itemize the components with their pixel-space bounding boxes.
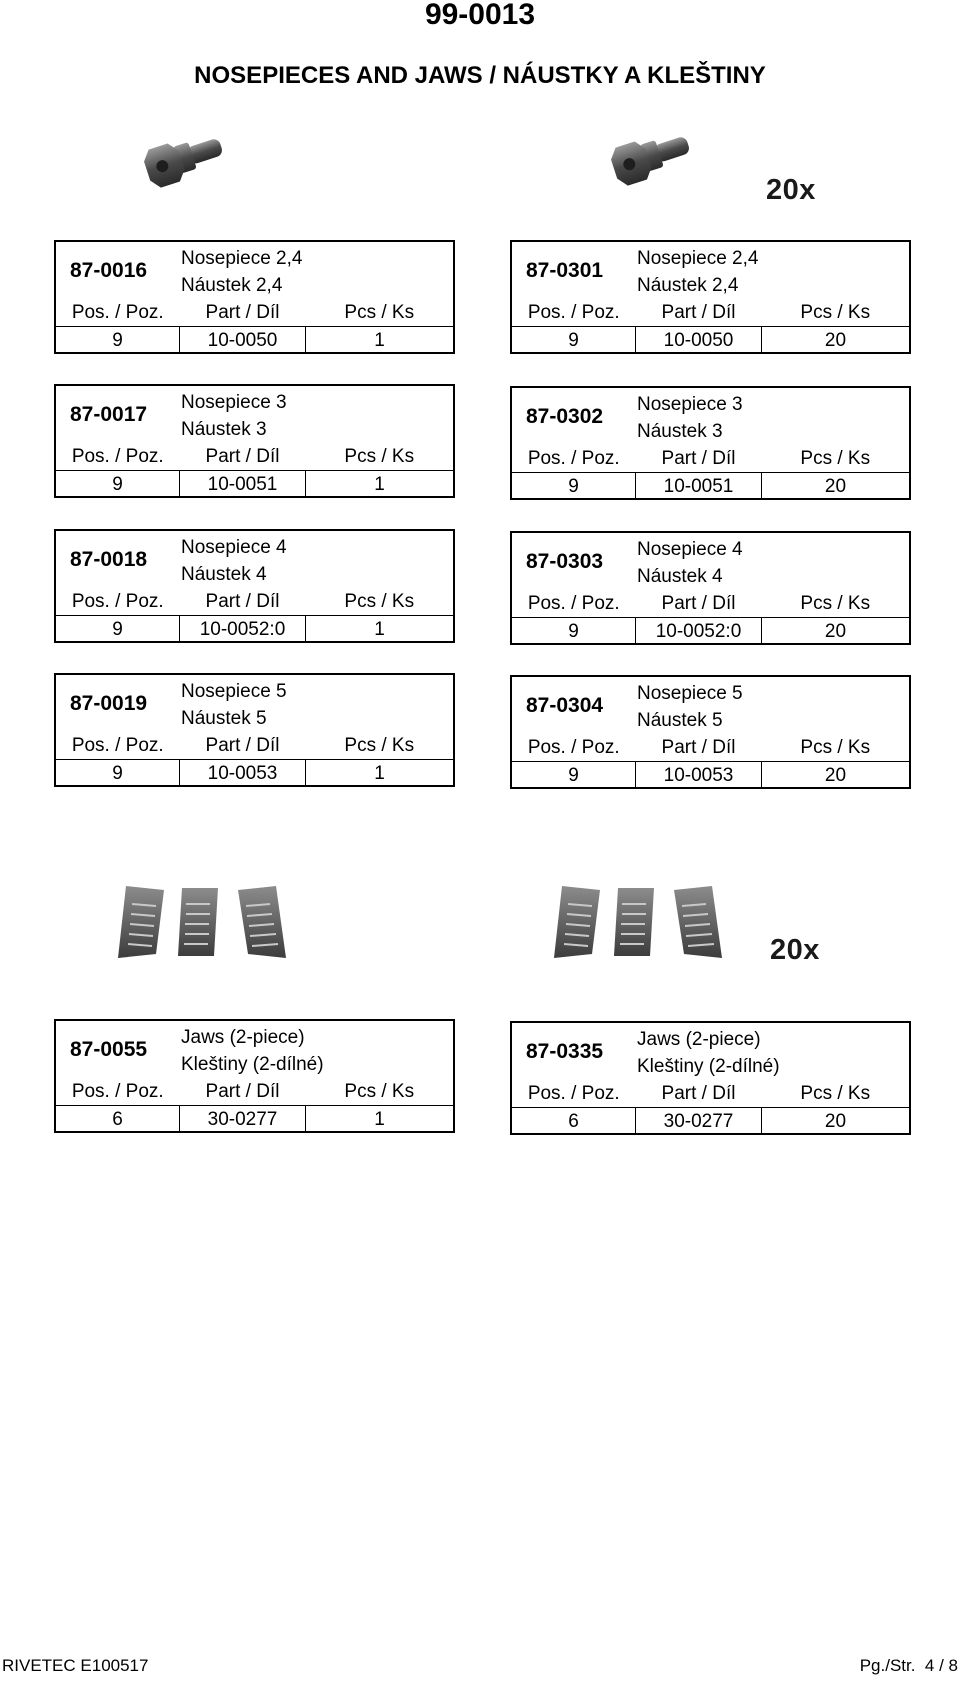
part-code: 87-0019 [70,692,148,715]
header-pcs: Pcs / Ks [344,446,415,467]
part-box-87-0302 [510,386,911,500]
header-pos: Pos. / Poz. [527,302,620,323]
value-pcs: 20 [762,327,910,355]
value-part: 10-0050 [180,327,306,355]
part-table [56,443,453,498]
part-description: Nosepiece 4 Náustek 4 [637,539,743,587]
part-code: 87-0018 [70,548,148,571]
value-part: 10-0051 [636,473,762,501]
value-pos: 9 [56,760,180,788]
part-code: 87-0017 [70,403,148,426]
header-pcs: Pcs / Ks [344,735,415,756]
part-table [56,732,453,787]
jaws-image-pack [548,882,738,962]
value-part: 10-0053 [180,760,306,788]
document-number: 99-0013 [424,0,536,31]
part-code: 87-0055 [70,1038,148,1061]
header-part: Part / Díl [661,1083,736,1104]
part-description: Nosepiece 4 Náustek 4 [181,537,287,585]
header-pos: Pos. / Poz. [71,446,164,467]
value-pcs: 1 [306,327,454,355]
header-pcs: Pcs / Ks [800,302,871,323]
header-pos: Pos. / Poz. [71,735,164,756]
value-part: 10-0052:0 [636,618,762,646]
part-description: Nosepiece 2,4 Náustek 2,4 [181,248,303,296]
part-table [56,588,453,643]
header-part: Part / Díl [205,1081,280,1102]
header-pos: Pos. / Poz. [71,302,164,323]
part-box-87-0303 [510,531,911,645]
value-pos: 9 [56,327,180,355]
value-pos: 6 [56,1106,180,1134]
value-pcs: 1 [306,471,454,499]
header-part: Part / Díl [205,735,280,756]
part-code: 87-0304 [526,694,604,717]
part-code: 87-0301 [526,259,604,282]
value-pcs: 20 [762,762,910,790]
jaws-quantity-badge: 20x [770,934,820,966]
value-pcs: 1 [306,1106,454,1134]
part-box-87-0301 [510,240,911,354]
page-title: NOSEPIECES AND JAWS / NÁUSTKY A KLEŠTINY [194,62,766,89]
value-pcs: 20 [762,1108,910,1136]
value-pos: 9 [512,473,636,501]
value-part: 30-0277 [636,1108,762,1136]
part-description: Nosepiece 5 Náustek 5 [181,681,287,729]
footer-document-ref: RIVETEC E100517 [2,1656,149,1675]
header-part: Part / Díl [661,737,736,758]
part-table [56,299,453,354]
part-box-87-0304 [510,675,911,789]
header-pcs: Pcs / Ks [344,1081,415,1102]
header-part: Part / Díl [661,448,736,469]
nosepiece-image-single [140,128,236,194]
header-pcs: Pcs / Ks [800,1083,871,1104]
value-pos: 9 [56,471,180,499]
part-description: Jaws (2-piece) Kleštiny (2-dílné) [637,1029,780,1077]
header-part: Part / Díl [205,302,280,323]
value-pos: 9 [56,616,180,644]
value-pos: 9 [512,618,636,646]
header-pos: Pos. / Poz. [527,593,620,614]
header-pos: Pos. / Poz. [527,1083,620,1104]
part-description: Nosepiece 5 Náustek 5 [637,683,743,731]
value-pcs: 1 [306,760,454,788]
header-pos: Pos. / Poz. [527,448,620,469]
value-pos: 6 [512,1108,636,1136]
part-code: 87-0335 [526,1040,604,1063]
part-box-87-0055 [54,1019,455,1133]
value-pos: 9 [512,327,636,355]
value-part: 30-0277 [180,1106,306,1134]
header-pcs: Pcs / Ks [800,448,871,469]
header-pcs: Pcs / Ks [800,593,871,614]
jaws-image-single [112,882,302,962]
part-code: 87-0302 [526,405,604,428]
value-part: 10-0050 [636,327,762,355]
part-box-87-0019 [54,673,455,787]
part-box-87-0335 [510,1021,911,1135]
part-description: Jaws (2-piece) Kleštiny (2-dílné) [181,1027,324,1075]
value-part: 10-0052:0 [180,616,306,644]
nosepiece-image-pack [607,126,703,192]
header-pos: Pos. / Poz. [71,591,164,612]
part-box-87-0018 [54,529,455,643]
value-pos: 9 [512,762,636,790]
part-code: 87-0016 [70,259,148,282]
footer-page-number: Pg./Str. 4 / 8 [859,1656,958,1675]
value-pcs: 20 [762,618,910,646]
header-pos: Pos. / Poz. [71,1081,164,1102]
header-pcs: Pcs / Ks [344,591,415,612]
part-code: 87-0303 [526,550,604,573]
part-table [56,1078,453,1133]
header-part: Part / Díl [205,446,280,467]
part-box-87-0017 [54,384,455,498]
value-pcs: 20 [762,473,910,501]
part-description: Nosepiece 3 Náustek 3 [181,392,287,440]
part-description: Nosepiece 2,4 Náustek 2,4 [637,248,759,296]
header-part: Part / Díl [661,593,736,614]
header-part: Part / Díl [205,591,280,612]
part-table [512,590,909,645]
value-pcs: 1 [306,616,454,644]
nosepiece-quantity-badge: 20x [766,174,816,206]
value-part: 10-0053 [636,762,762,790]
header-pcs: Pcs / Ks [800,737,871,758]
part-table [512,1080,909,1135]
part-table [512,299,909,354]
header-pcs: Pcs / Ks [344,302,415,323]
part-table [512,445,909,500]
part-box-87-0016 [54,240,455,354]
part-table [512,734,909,789]
value-part: 10-0051 [180,471,306,499]
header-part: Part / Díl [661,302,736,323]
header-pos: Pos. / Poz. [527,737,620,758]
part-description: Nosepiece 3 Náustek 3 [637,394,743,442]
